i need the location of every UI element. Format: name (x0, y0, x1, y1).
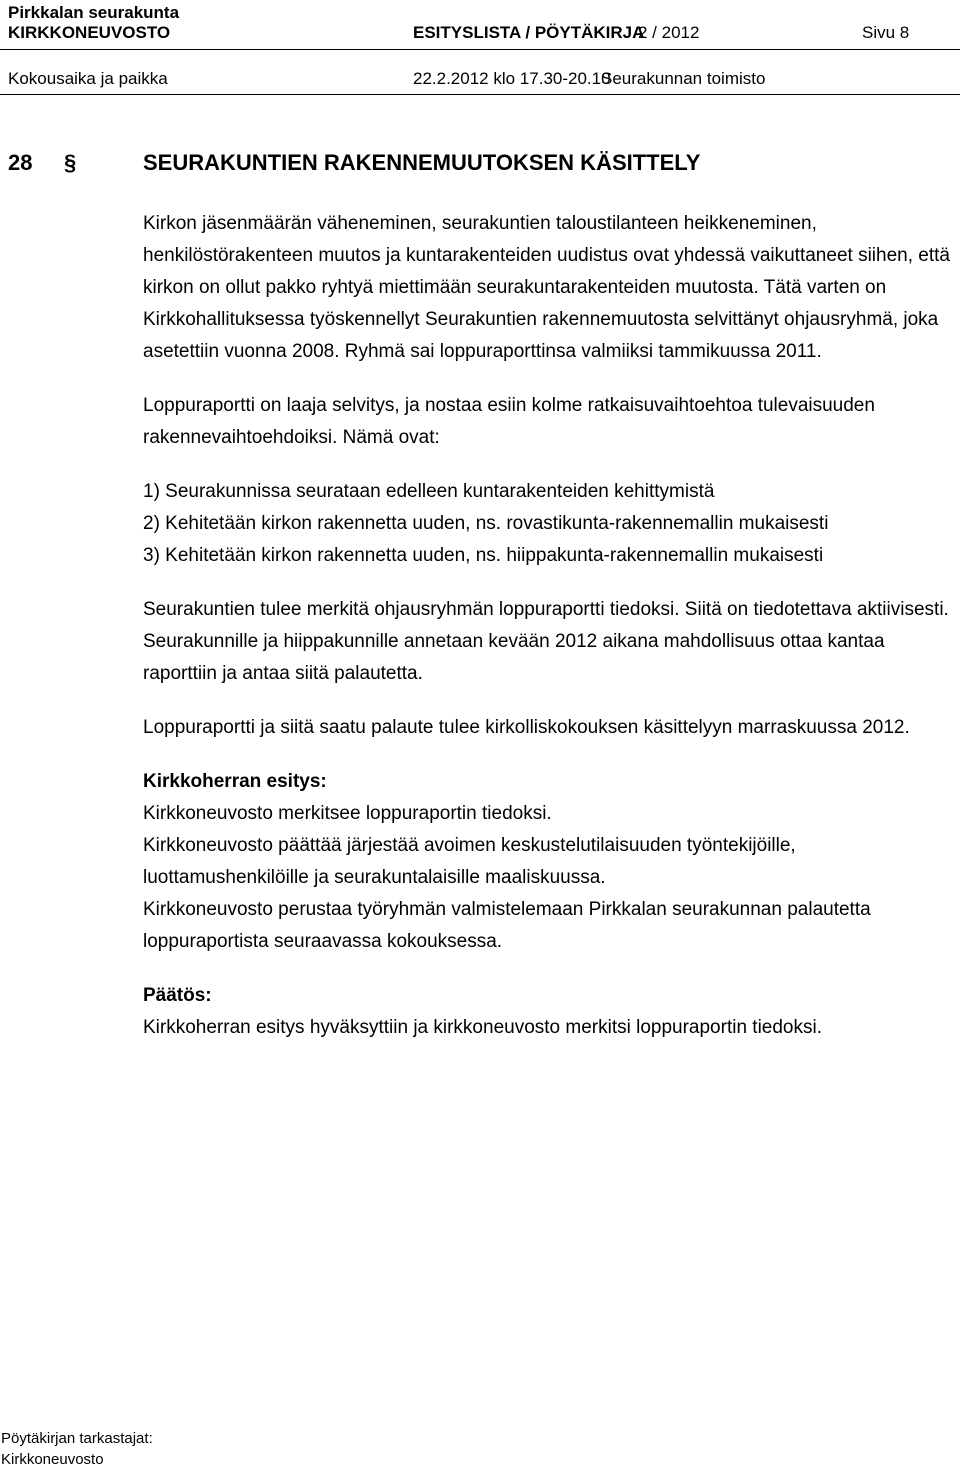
option-1: 1) Seurakunnissa seurataan edelleen kuntarakenteiden kehittymistä (143, 481, 715, 502)
proposal-heading: Kirkkoherran esitys: (143, 771, 327, 792)
paragraph-background: Kirkon jäsenmäärän väheneminen, seurakuntien taloustilanteen heikkeneminen, henkilöstörakenteen muutos ja kuntarakenteiden uudistus ovat yhdessä vaikuttaneet siihen, että kirkon on ollut pakko ryhtyä miettimään seurakuntarakenteiden muutosta. Tätä varten on Kirkkohallituksessa työskennellyt Seurakuntien rakennemuutosta selvittänyt ohjausryhmä, joka asetettiin vuonna 2008. Ryhmä sai loppuraporttinsa valmiiksi tammikuussa 2011. (143, 213, 950, 362)
header-divider-bottom (0, 94, 960, 95)
doc-type: ESITYSLISTA / PÖYTÄKIRJA (413, 23, 645, 42)
meeting-time: 22.2.2012 klo 17.30-20.10 (413, 69, 611, 88)
option-3: 3) Kehitetään kirkon rakennetta uuden, ns. hiippakunta-rakennemallin mukaisesti (143, 545, 824, 566)
section-body (143, 208, 955, 1044)
doc-number: 2 / 2012 (638, 23, 700, 42)
meeting-label: Kokousaika ja paikka (8, 69, 168, 88)
decision-text: Kirkkoherran esitys hyväksyttiin ja kirkkoneuvosto merkitsi loppuraportin tiedoksi. (143, 1017, 822, 1038)
decision-heading: Päätös: (143, 985, 212, 1006)
footer-label: Pöytäkirjan tarkastajat: (1, 1430, 153, 1447)
header-divider-top (0, 49, 960, 50)
paragraph-feedback: Seurakuntien tulee merkitä ohjausryhmän loppuraportti tiedoksi. Siitä on tiedotettava aktiivisesti. Seurakunnille ja hiippakunnille annetaan kevään 2012 aikana mahdollisuus ottaa kantaa raporttiin ja antaa siitä palautetta. (143, 599, 949, 684)
meeting-place: Seurakunnan toimisto (601, 69, 766, 88)
section-symbol: § (64, 150, 77, 175)
proposal-line-2: Kirkkoneuvosto päättää järjestää avoimen keskustelutilaisuuden työntekijöille, luottamushenkilöille ja seurakuntalaisille maaliskuussa. (143, 835, 796, 888)
org-name: Pirkkalan seurakunta (8, 3, 180, 22)
section-number: 28 (8, 150, 33, 175)
body-name: KIRKKONEUVOSTO (8, 23, 171, 42)
footer-body: Kirkkoneuvosto (1, 1451, 104, 1468)
proposal-line-3: Kirkkoneuvosto perustaa työryhmän valmistelemaan Pirkkalan seurakunnan palautetta loppuraportista seuraavassa kokouksessa. (143, 899, 871, 952)
proposal-line-1: Kirkkoneuvosto merkitsee loppuraportin tiedoksi. (143, 803, 552, 824)
paragraph-synod: Loppuraportti ja siitä saatu palaute tulee kirkolliskokouksen käsittelyyn marraskuussa 2012. (143, 717, 910, 738)
option-2: 2) Kehitetään kirkon rakennetta uuden, ns. rovastikunta-rakennemallin mukaisesti (143, 513, 829, 534)
section-title: SEURAKUNTIEN RAKENNEMUUTOKSEN KÄSITTELY (143, 150, 701, 175)
paragraph-report: Loppuraportti on laaja selvitys, ja nostaa esiin kolme ratkaisuvaihtoehtoa tulevaisuuden rakennevaihtoehdoiksi. Nämä ovat: (143, 395, 875, 448)
page-number: Sivu 8 (862, 23, 910, 42)
